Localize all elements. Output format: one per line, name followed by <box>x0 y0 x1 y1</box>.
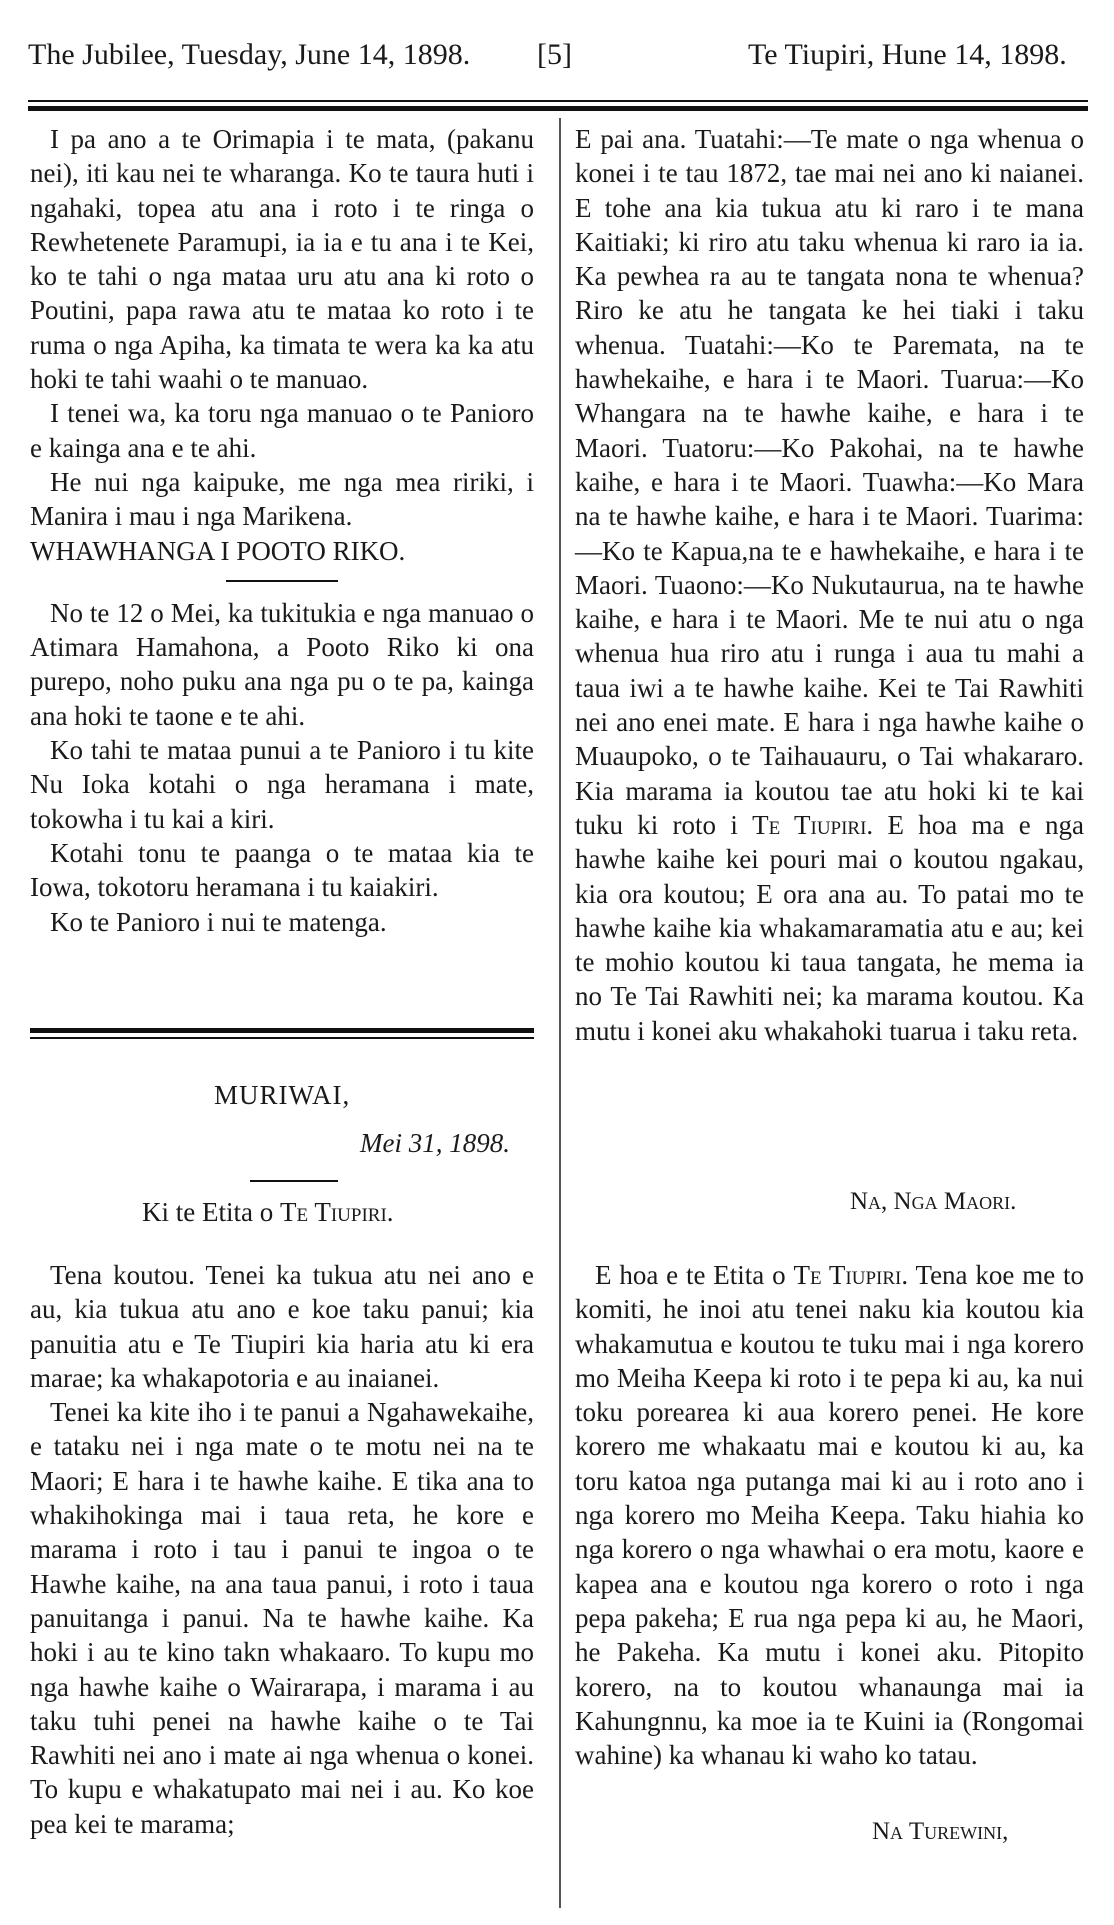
letter-paragraph: Tenei ka kite iho i te panui a Ngahawekaihe, e tataku nei i nga mate o te motu nei na te Maori; E hara i te hawhe kaihe. E tika ana to whakihokinga mai i taua reta, he kore e marama i roto i tau i panui te ingoa o te Hawhe kaihe, na ana taua panui, i roto i taua panuitanga i panui. Na te hawhe kaihe. Ka hoki i au te kino takn whakaaro. To kupu mo nga hawhe kaihe o Wairarapa, i marama i au taku tuhi penei na hawhe kaihe o te Tai Rawhiti nei ano i mate ai nga whenua o konei. To kupu e whakatupato mai nei i au. Ko koe pea kei te marama; <box>30 1397 534 1839</box>
article-paragraph: I tenei wa, ka toru nga manuao o te Panioro e kainga ana e te ahi. <box>30 398 534 463</box>
newspaper-name: Te Tiupiri. <box>752 809 874 840</box>
salutation-prefix: E hoa e te Etita o <box>595 1260 786 1290</box>
letter-date: Mei 31, 1898. <box>360 1128 510 1158</box>
newspaper-name: Te Tiupiri. <box>793 1260 909 1290</box>
letter-paragraph <box>575 1258 1084 1772</box>
article-paragraph: Ko te Panioro i nui te matenga. <box>50 906 387 937</box>
right-column <box>575 122 1084 1048</box>
letter-text: E pai ana. Tuatahi:—Te mate o nga whenua o konei i te tau 1872, tae mai nei ano ki naianei. E tohe ana kia tukua atu ki raro i te mana Kaitiaki; ki riro atu taku whenua ki raro ia ia. Ka pewhea ra au te tangata nona te whenua? Riro ke atu he tangata ke hei tiaki i taku whenua. Tuatahi:—Ko te Paremata, na te hawhekaihe, e hara i te Maori. Tuarua:—Ko Whangara na te hawhe kaihe, e hara i te Maori. Tuatoru:—Ko Pakohai, na te hawhe kaihe, e hara i te Maori. Tuawha:—Ko Mara na te hawhe kaihe, e hara i te Maori. Tuarima:—Ko te Kapua,na te e hawhekaihe, e hara i te Maori. Tuaono:—Ko Nukutaurua, na te hawhe kaihe, e hara i te Maori. Me te nui atu o nga whenua hua riro atu i runga i aua tu mahi a taua iwi a te hawhe kaihe. Kei te Tai Rawhiti nei ano enei mate. E hara i nga hawhe kaihe o Muaupoko, o te Taihauauru, o Tai whakararo. Kia marama ia koutou tae atu hoki ki te kai tuku ki roto i <box>575 124 1084 840</box>
left-column <box>30 122 534 939</box>
page-number: [5] <box>537 38 572 71</box>
article-end-rule-thick <box>30 1028 534 1033</box>
letter-text: E hoa ma e nga hawhe kaihe kei pouri mai o koutou ngakau, kia ora koutou; E ora ana au. To patai mo te hawhe kaihe kia whakamaramatia atu e au; kei te mohio koutou ki taua tangata, he mema ia no Te Tai Rawhiti nei; ka marama koutou. Ka mutu i konei aku whakahoki tuarua i taku reta. <box>575 809 1085 1046</box>
article-paragraph: I pa ano a te Orimapia i te mata, (pakanu nei), iti kau nei te wharanga. Ko te taura huti i ngahaki, topea atu ana i roto i te ringa o Rewhetenete Paramupi, ia ia e tu ana i te Kei, ko te tahi o nga mataa uru atu ana ki roto o Poutini, papa rawa atu te mataa ko roto i te ruma o nga Apiha, ka timata te wera ka ka atu hoki te tahi waahi o te manuao. <box>30 124 534 395</box>
article-paragraph: Kotahi tonu te paanga o te mataa kia te Iowa, tokotoru heramana i tu kaiakiri. <box>30 837 534 903</box>
signature-turewini: Na Turewini, <box>872 1818 1009 1845</box>
article-paragraph: Ko tahi te mataa punui a te Panioro i tu kite Nu Ioka kotahi o nga heramana i mate, tokowha i tu kai a kiri. <box>30 735 534 834</box>
header-left: The Jubilee, Tuesday, June 14, 1898. <box>28 38 471 71</box>
second-letter <box>575 1258 1084 1772</box>
article-paragraph: He nui nga kaipuke, me nga mea ririki, i Manira i mau i nga Marikena. <box>30 466 534 532</box>
letter-salutation <box>142 1197 394 1228</box>
letter-text: Tena koe me to komiti, he inoi atu tenei naku kia koutou kia whakamutua e koutou te tuku mai i nga korero mo Meiha Keepa ki roto i te pepa ki au, ka nui toku porearea ki aua korero penei. He kore korero me whakaatu mai e koutou ki au, ka toru katoa nga putanga mai ki au i roto ano i nga korero mo Meiha Keepa. Taku hiahia ko nga korero o nga whawhai o era motu, kaore e kapea ana e koutou nga korero o roto i nga pepa pakeha; E rua nga pepa ki au, he Maori, he Pakeha. Ka mutu i konei aku. Pitopito korero, na to koutou whanaunga mai ia Kahungnnu, ka moe ia te Kuini ia (Rongomai wahine) ka whanau ki waho ko tatau. <box>575 1260 1085 1771</box>
article-end-rule-thin <box>30 1037 534 1039</box>
letter-paragraph: Tena koutou. Tenei ka tukua atu nei ano e au, kia tukua atu ano e koe taku panui; kia panuitia atu e Te Tiupiri kia haria atu ki era marae; ka whakapotoria e au inaianei. <box>30 1260 534 1393</box>
letter-paragraph <box>575 122 1084 1048</box>
newspaper-name: Te Tiupiri. <box>279 1197 394 1227</box>
header-rule-thin <box>28 100 1088 102</box>
salutation-prefix: Ki te Etita o <box>142 1197 274 1227</box>
header-rule-thick <box>28 106 1088 111</box>
article-paragraph: No te 12 o Mei, ka tukitukia e nga manuao o Atimara Hamahona, a Pooto Riko ki ona purepo, noho puku ana nga pu o te pa, kainga ana hoki te taone e te ahi. <box>30 597 534 731</box>
signature-nga-maori: Na, Nga Maori. <box>850 1188 1017 1215</box>
header-right: Te Tiupiri, Hune 14, 1898. <box>748 38 1067 71</box>
column-divider <box>559 118 561 1908</box>
short-divider <box>226 580 338 582</box>
letter-body <box>30 1258 534 1841</box>
short-divider <box>250 1180 338 1182</box>
letter-place: MURIWAI, <box>214 1080 351 1110</box>
section-heading: WHAWHANGA I POOTO RIKO. <box>30 535 406 566</box>
